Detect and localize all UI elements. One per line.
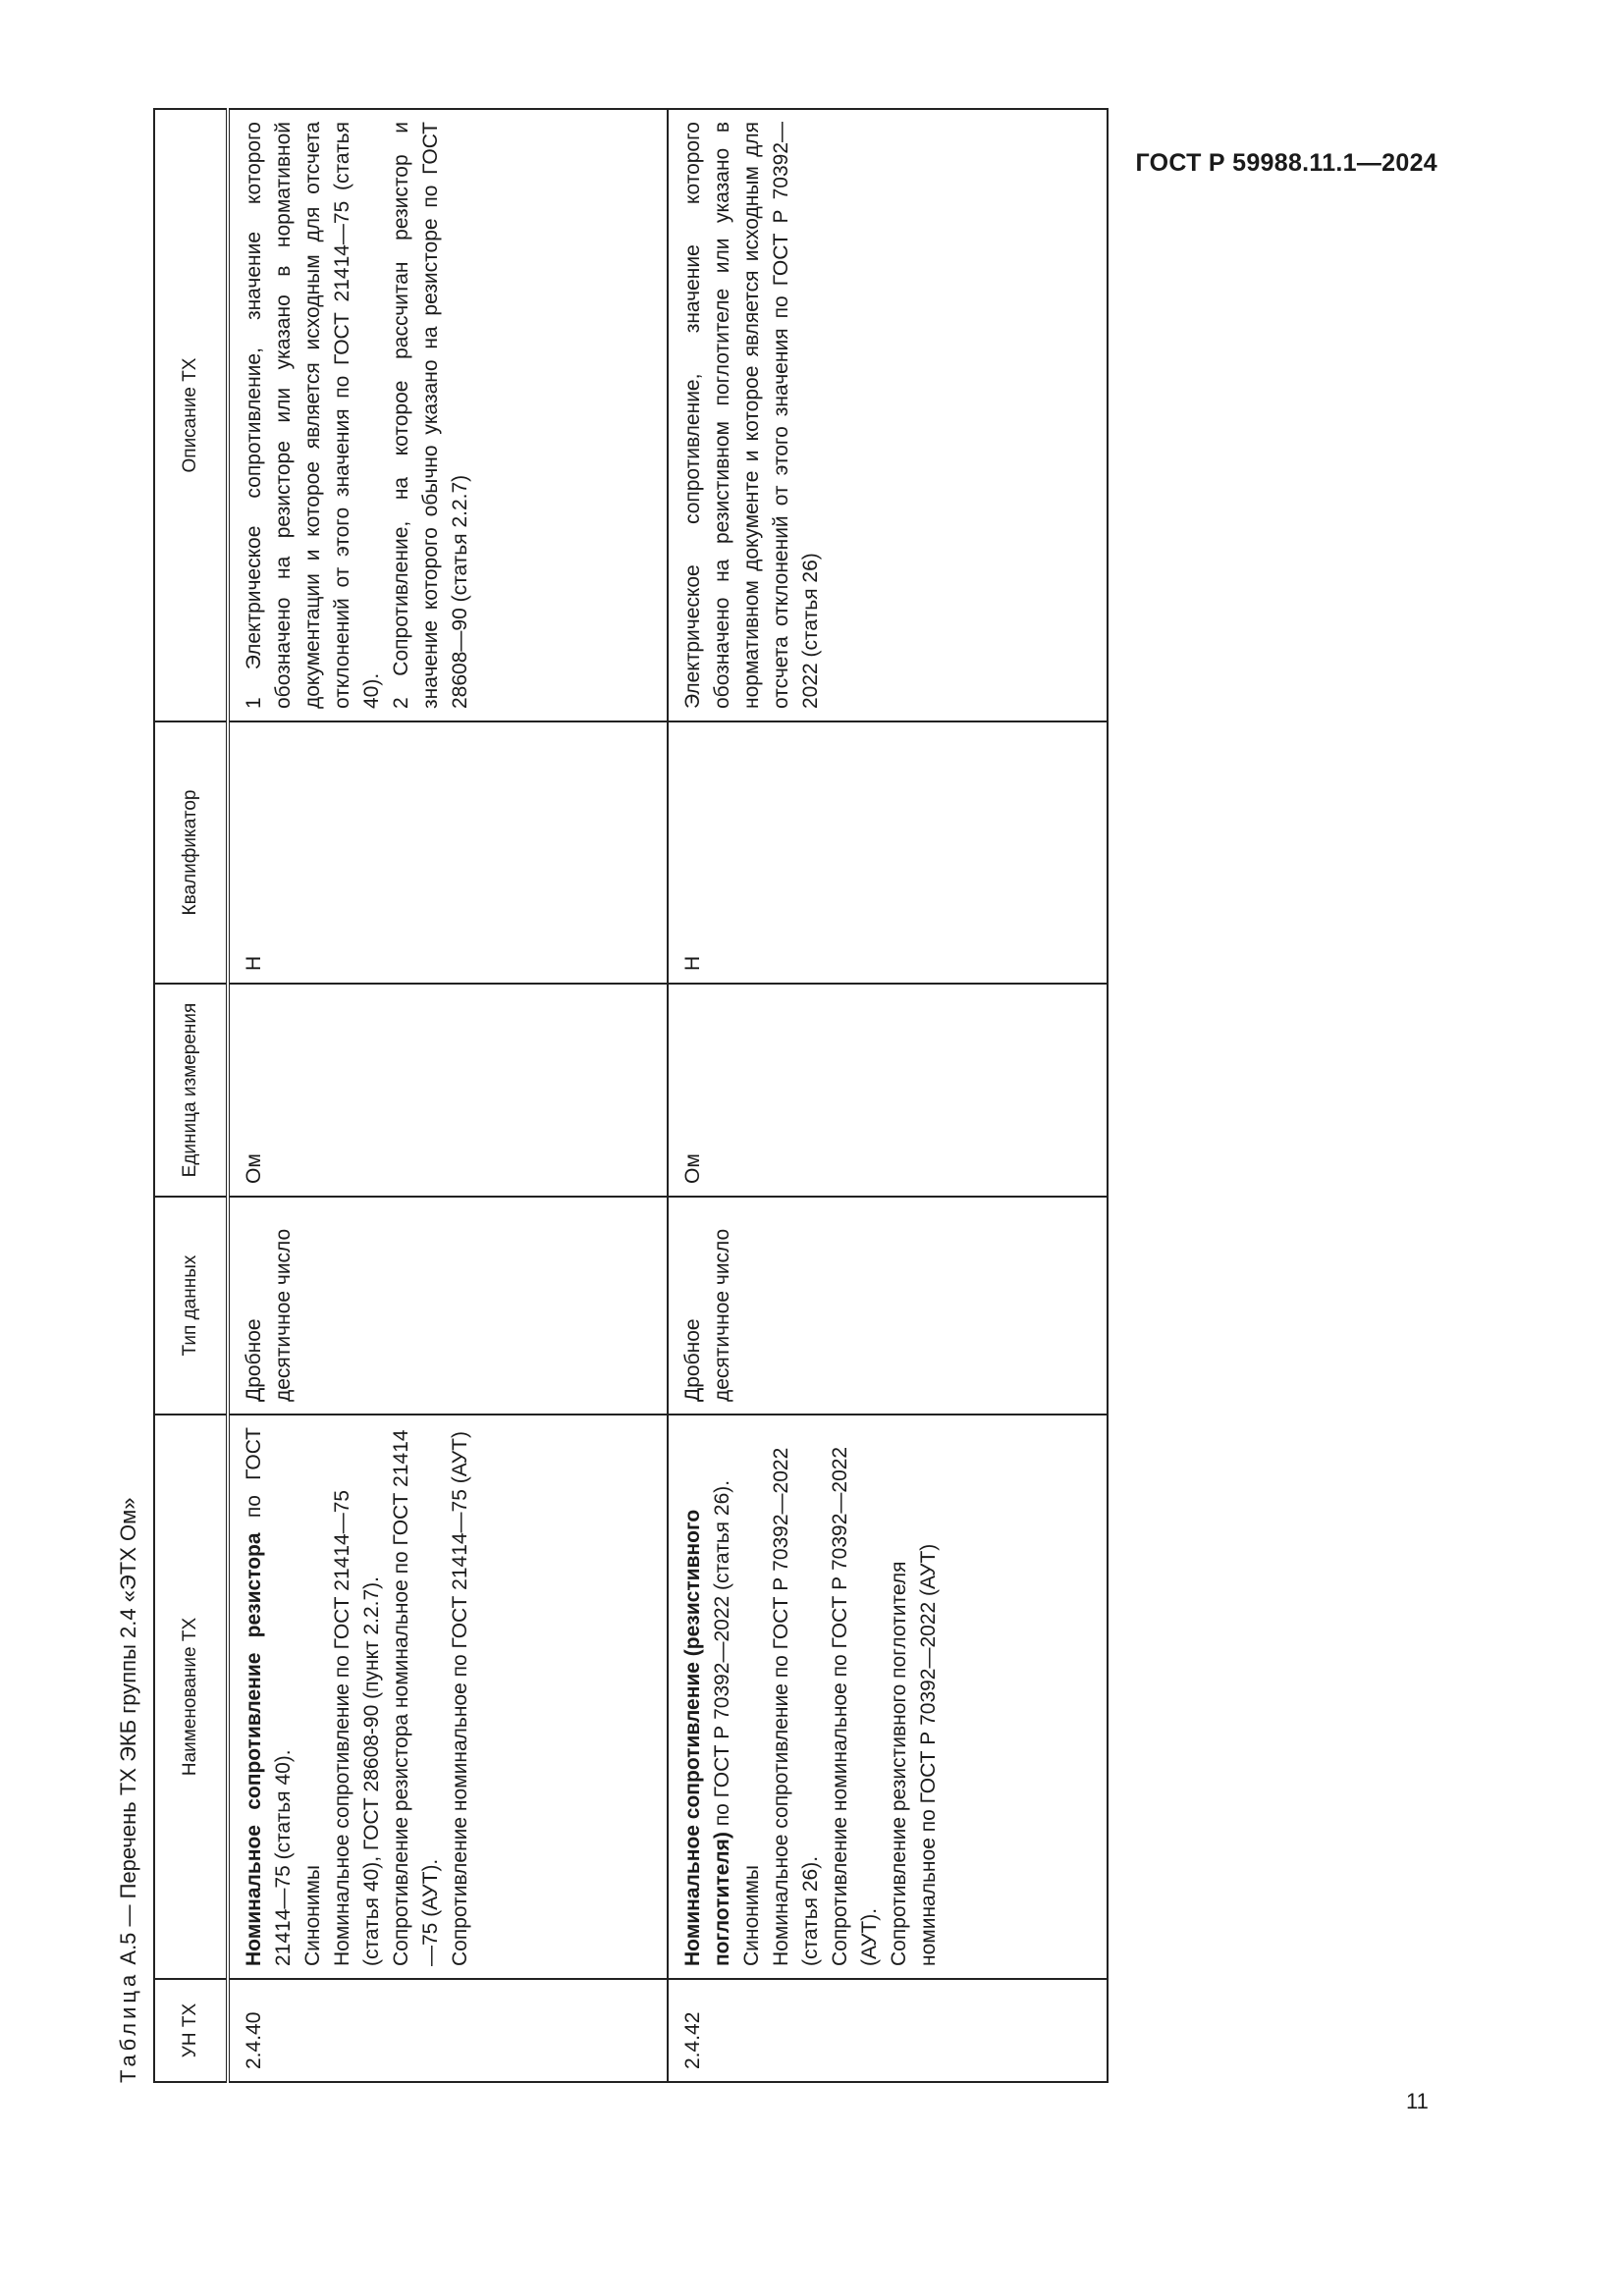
description	[228, 109, 668, 721]
table-row	[228, 109, 668, 2082]
data-type: Дробное десятичное число	[668, 1197, 1108, 1415]
table-row	[668, 109, 1108, 2082]
synonym: Сопротивление номинальное по ГОСТ 21414—75 (АУТ)	[449, 1431, 471, 1966]
table-caption	[116, 1498, 141, 2083]
name-reference: по ГОСТ Р 70392—2022 (статья 26).	[711, 1479, 733, 1827]
synonym: Номинальное сопротивление по ГОСТ Р 70392—2022 (статья 26).	[770, 1447, 822, 1966]
synonyms-label: Синонимы	[301, 1864, 324, 1966]
column-header-description: Описание ТХ	[154, 109, 228, 721]
characteristic-name	[228, 1415, 668, 1979]
column-header-data-type: Тип данных	[154, 1197, 228, 1415]
unit: Ом	[668, 984, 1108, 1197]
table-caption-text: А.5 — Перечень ТХ ЭКБ группы 2.4 «ЭТХ Ом»	[116, 1497, 140, 1965]
data-type: Дробное десятичное число	[228, 1197, 668, 1415]
column-header-id: УН ТХ	[154, 1979, 228, 2082]
description	[668, 109, 1108, 721]
rotated-table-area	[108, 110, 1090, 2083]
name-main	[678, 1427, 737, 1966]
qualifier: Н	[228, 721, 668, 984]
characteristics-table	[153, 108, 1109, 2083]
description-item: 1 Электрическое сопротивление, значение которого обозначено на резисторе или указано в нормативной документации и которое является исходным для отсчета отклонений от этого значения по ГОСТ 21414—75 (статья 40).	[243, 122, 383, 709]
column-header-name: Наименование ТХ	[154, 1415, 228, 1979]
synonyms-label: Синонимы	[740, 1864, 763, 1966]
table-caption-prefix: Таблица	[116, 1970, 140, 2083]
column-header-qualifier: Квалификатор	[154, 721, 228, 984]
unit: Ом	[228, 984, 668, 1197]
name-reference: по ГОСТ 21414—75 (статья 40).	[243, 1427, 295, 1966]
name-bold: Номинальное сопротивление (резистивного поглотителя)	[681, 1509, 733, 1966]
characteristic-id: 2.4.42	[668, 1979, 1108, 2082]
characteristic-id: 2.4.40	[228, 1979, 668, 2082]
document-code: ГОСТ Р 59988.11.1—2024	[1135, 149, 1437, 177]
column-header-unit: Единица измерения	[154, 984, 228, 1197]
name-bold: Номинальное сопротивление резистора	[243, 1532, 265, 1966]
synonym: Номинальное сопротивление по ГОСТ 21414—75 (статья 40), ГОСТ 28608-90 (пункт 2.2.7).	[331, 1489, 383, 1966]
description-item: 2 Сопротивление, на которое рассчитан резистор и значение которого обычно указано на резисторе по ГОСТ 28608—90 (статья 2.2.7)	[390, 122, 471, 709]
qualifier: Н	[668, 721, 1108, 984]
synonym: Сопротивление резистивного поглотителя номинальное по ГОСТ Р 70392—2022 (АУТ)	[888, 1543, 940, 1966]
page-number: 11	[1406, 2089, 1429, 2113]
description-item: Электрическое сопротивление, значение которого обозначено на резистивном поглотителе или указано в нормативном документе и которое является исходным для отсчета отклонений от этого значения по ГОСТ Р 70392—2022 (статья 26)	[681, 122, 822, 709]
table-header-row	[154, 109, 228, 2082]
synonym: Сопротивление резистора номинальное по ГОСТ 21414—75 (АУТ).	[390, 1429, 442, 1966]
name-main	[240, 1427, 298, 1966]
synonym: Сопротивление номинальное по ГОСТ Р 70392—2022 (АУТ).	[829, 1446, 881, 1966]
characteristic-name	[668, 1415, 1108, 1979]
